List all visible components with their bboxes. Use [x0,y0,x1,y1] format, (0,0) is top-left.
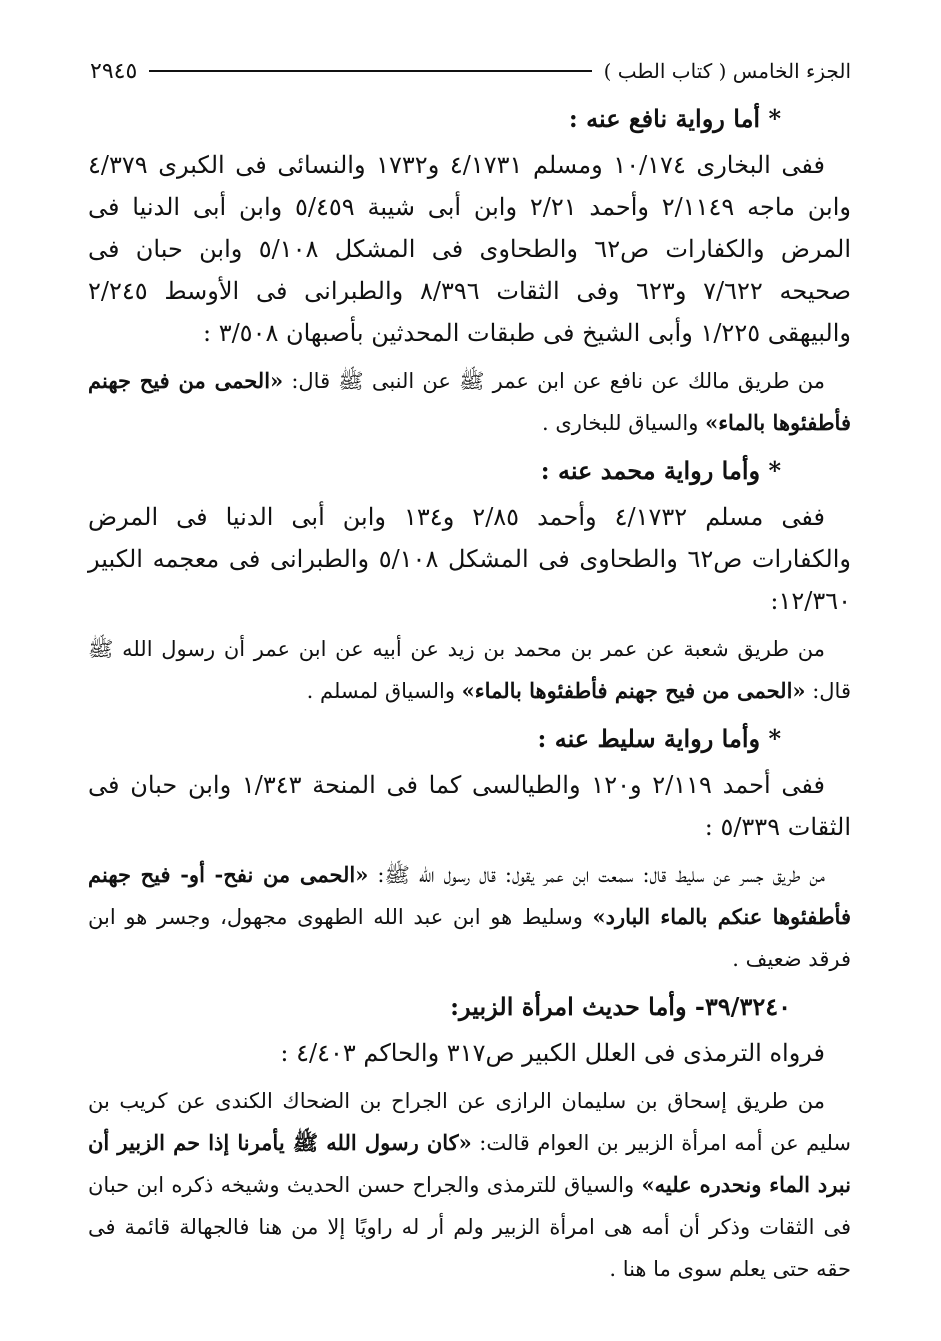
isnad-text: من طريق جسر عن سليط قال: سمعت ابن عمر يقول: قال رسول الله ﷺ: [368,863,825,887]
narration-paragraph [88,1080,851,1290]
page-header [90,52,851,90]
section-heading: * وأما رواية محمد عنه : [540,456,781,485]
note-text: والسياق للترمذى والجراح حسن الحديث وشيخه ذكره ابن حبان فى الثقات وذكر أن أمه هى امرأة الزبير ولم أر له راويًا إلا من هنا فالجهالة قائمة فى حقه حتى يعلم سوى ما هنا . [88,1173,851,1281]
header-rule [149,70,591,72]
narration-paragraph [88,360,851,444]
narration-paragraph [88,854,851,980]
hadith-text: «الحمى من نفح- أو- فيح جهنم فأطفئوها عنكم بالماء البارد» [88,862,851,929]
page-body [88,98,851,1296]
note-text: والسياق للبخارى . [542,411,706,435]
sources-paragraph: فرواه الترمذى فى العلل الكبير ص٣١٧ والحاكم ٤/٤٠٣ : [280,1039,825,1067]
section-heading: * وأما رواية سليط عنه : [537,724,781,753]
hadith-text: «الحمى من فيح جهنم فأطفئوها بالماء» [88,368,851,435]
sources-paragraph: ففى أحمد ٢/١١٩ و١٢٠ والطيالسى كما فى المنحة ١/٣٤٣ وابن حبان فى الثقات ٥/٣٣٩ : [88,771,851,841]
note-text: وسليط هو ابن عبد الله الطهوى مجهول، وجسر هو ابن فرقد ضعيف . [88,905,851,971]
narration-paragraph [88,628,851,712]
page-number: ٢٩٤٥ [90,58,138,84]
note-text: والسياق لمسلم . [306,679,462,703]
isnad-text: من طريق إسحاق بن سليمان الرازى عن الجراح بن الضحاك الكندى عن كريب بن سليم عن أمه امرأة الزبير بن العوام قالت: [88,1089,851,1155]
running-title: الجزء الخامس ( كتاب الطب ) [603,59,851,83]
sources-paragraph: ففى مسلم ٤/١٧٣٢ وأحمد ٢/٨٥ و١٣٤ وابن أبى الدنيا فى المرض والكفارات ص٦٢ والطحاوى فى المشكل ٥/١٠٨ والطبرانى فى معجمه الكبير ١٢/٣٦٠: [88,503,852,615]
section-heading: ٣٩/٣٢٤٠- وأما حديث امرأة الزبير: [450,992,791,1021]
section-heading: * أما رواية نافع عنه : [568,104,781,133]
hadith-text: «كان رسول الله ﷺ يأمرنا إذا حم الزبير أن نبرد الماء ونحدره عليه» [88,1130,851,1197]
sources-paragraph: ففى البخارى ١٠/١٧٤ ومسلم ٤/١٧٣١ و١٧٣٢ والنسائى فى الكبرى ٤/٣٧٩ وابن ماجه ٢/١١٤٩ وأحمد ٢/٢١ وابن أبى شيبة ٥/٤٥٩ وابن أبى الدنيا فى المرض والكفارات ص٦٢ والطحاوى فى المشكل ٥/١٠٨ وابن حبان فى صحيحه ٧/٦٢٢ و٦٢٣ وفى الثقات ٨/٣٩٦ والطبرانى فى الأوسط ٢/٢٤٥ والبيهقى ١/٢٢٥ وأبى الشيخ فى طبقات المحدثين بأصبهان ٣/٥٠٨ : [88,151,851,347]
hadith-text: «الحمى من فيح جهنم فأطفئوها بالماء» [461,678,806,703]
isnad-text: من طريق مالك عن نافع عن ابن عمر ﷺ عن النبى ﷺ قال: [283,369,825,393]
isnad-text: من طريق شعبة عن عمر بن محمد بن زيد عن أبيه عن ابن عمر أن رسول الله ﷺ قال: [88,637,851,703]
